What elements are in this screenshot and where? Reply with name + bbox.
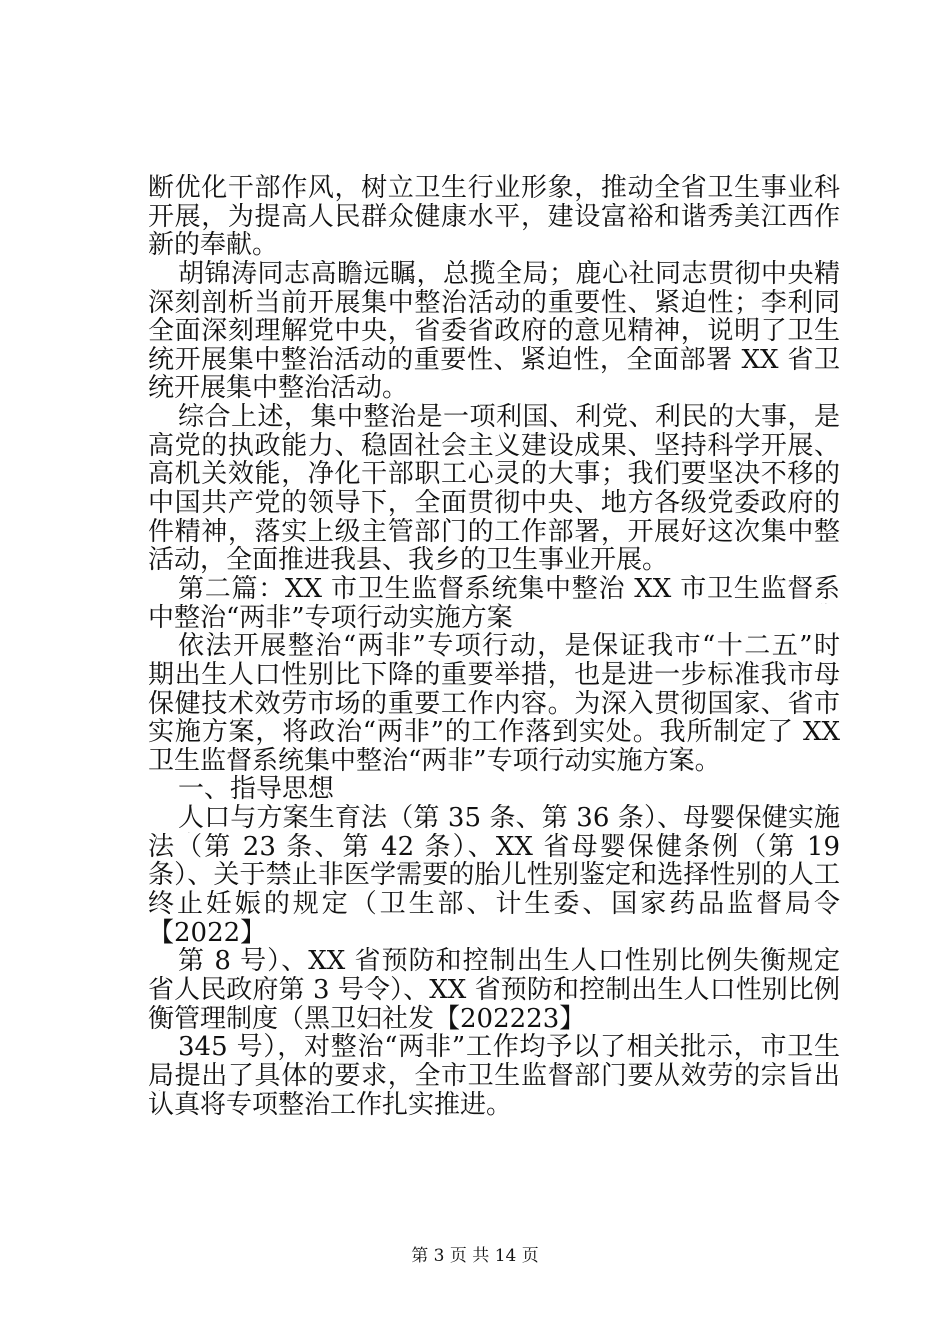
text-line: 中国共产党的领导下，全面贯彻中央、地方各级党委政府的 <box>148 489 840 518</box>
text-line: 省人民政府第 3 号令）、XX 省预防和控制出生人口性别比例 <box>148 975 840 1005</box>
text-line: 局提出了具体的要求，全市卫生监督部门要从效劳的宗旨出 <box>148 1061 840 1091</box>
text-line: 依法开展整治“两非”专项行动，是保证我市“十二五”时 <box>178 632 840 661</box>
page-footer: 第 3 页 共 14 页 <box>411 1246 539 1266</box>
text-line: 第 8 号）、XX 省预防和控制出生人口性别比例失衡规定 <box>178 947 840 976</box>
text-line: 统开展集中整治活动。 <box>148 373 409 404</box>
text-line: 实施方案，将政治“两非”的工作落到实处。我所制定了 XX <box>148 718 840 747</box>
text-line: 件精神，落实上级主管部门的工作部署，开展好这次集中整 <box>148 517 840 547</box>
text-line: 全面深刻理解党中央，省委省政府的意见精神，说明了卫生 <box>148 317 840 346</box>
text-line: 认真将专项整治工作扎实推进。 <box>148 1089 513 1120</box>
text-line: 【2022】 <box>148 917 267 948</box>
text-line: 高党的执政能力、稳固社会主义建设成果、坚持科学开展、 <box>148 431 840 461</box>
document-body <box>148 174 840 1119</box>
text-line: 人口与方案生育法（第 35 条、第 36 条）、母婴保健实施 <box>178 804 840 833</box>
text-line: 保健技术效劳市场的重要工作内容。为深入贯彻国家、省市 <box>148 689 840 719</box>
text-line: 345 号），对整治“两非”工作均予以了相关批示，市卫生 <box>178 1033 840 1062</box>
text-line: 综合上述，集中整治是一项利国、利党、利民的大事，是 <box>178 403 840 432</box>
text-line: 胡锦涛同志高瞻远瞩，总揽全局；鹿心社同志贯彻中央精 <box>178 259 840 289</box>
text-line: 衡管理制度（黑卫妇社发【202223】 <box>148 1003 586 1034</box>
text-line: 条）、关于禁止非医学需要的胎儿性别鉴定和选择性别的人工 <box>148 861 840 891</box>
text-line: 期出生人口性别比下降的重要举措，也是进一步标准我市母 <box>148 660 840 690</box>
text-line: 新的奉献。 <box>148 230 279 261</box>
text-line: 深刻剖析当前开展集中整治活动的重要性、紧迫性；李利同 <box>148 288 840 318</box>
text-line: 活动，全面推进我县、我乡的卫生事业开展。 <box>148 545 669 576</box>
text-line: 中整治“两非”专项行动实施方案 <box>148 602 513 633</box>
text-line: 断优化干部作风，树立卫生行业形象，推动全省卫生事业科 <box>148 174 840 203</box>
text-line: 法（第 23 条、第 42 条）、XX 省母婴保健条例（第 19 <box>148 832 840 862</box>
text-line: 高机关效能，净化干部职工心灵的大事；我们要坚决不移的 <box>148 460 840 490</box>
text-line: 第二篇：XX 市卫生监督系统集中整治 XX 市卫生监督系 <box>178 574 840 604</box>
text-line: 一、指导思想 <box>178 774 335 805</box>
text-line: 开展，为提高人民群众健康水平，建设富裕和谐秀美江西作 <box>148 202 840 232</box>
text-line: 统开展集中整治活动的重要性、紧迫性，全面部署 XX 省卫 <box>148 345 840 375</box>
text-line: 终止妊娠的规定（卫生部、计生委、国家药品监督局令 <box>148 890 840 919</box>
text-line: 卫生监督系统集中整治“两非”专项行动实施方案。 <box>148 745 721 776</box>
